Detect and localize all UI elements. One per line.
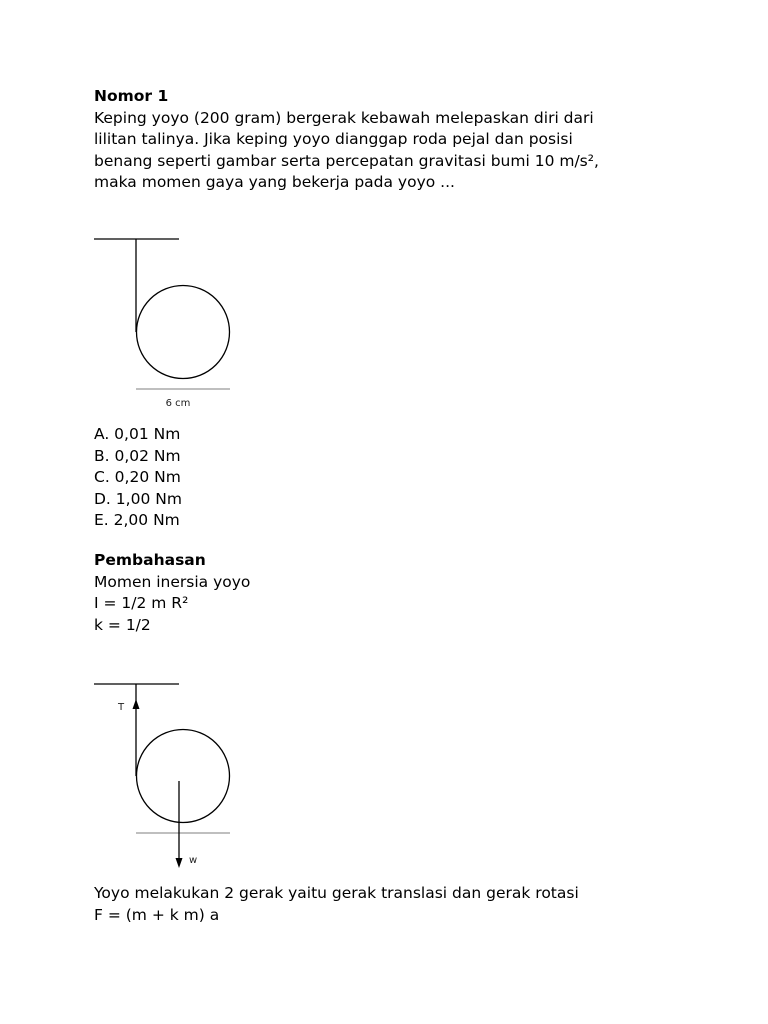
yoyo-figure (0, 230, 300, 415)
option-item: D. 1,00 Nm (94, 489, 182, 508)
discussion-heading: Pembahasan (94, 551, 206, 569)
yoyo-circle (137, 286, 230, 379)
force-diagram (0, 675, 300, 875)
option-item: B. 0,02 Nm (94, 446, 181, 465)
question-line: lilitan talinya. Jika keping yoyo dianggap roda pejal dan posisi (94, 130, 573, 148)
discussion-line: I = 1/2 m R² (94, 594, 189, 612)
tension-label: T (118, 702, 125, 713)
discussion-line: k = 1/2 (94, 615, 151, 634)
question-line: Keping yoyo (200 gram) bergerak kebawah melepaskan diri dari (94, 108, 594, 127)
option-item: A. 0,01 Nm (94, 425, 181, 443)
conclusion-line: Yoyo melakukan 2 gerak yaitu gerak translasi dan gerak rotasi (94, 884, 579, 902)
discussion-block (94, 550, 250, 636)
dimension-label: 6 cm (165, 398, 191, 409)
weight-label: w (189, 855, 198, 866)
question-line: maka momen gaya yang bekerja pada yoyo ... (94, 173, 455, 191)
question-heading: Nomor 1 (94, 87, 169, 105)
option-item: C. 0,20 Nm (94, 468, 181, 486)
tension-arrow-head (133, 699, 140, 709)
yoyo-circle (137, 730, 230, 823)
options-list (94, 424, 182, 532)
discussion-line: Momen inersia yoyo (94, 572, 251, 591)
weight-arrow-head (176, 858, 183, 868)
question-line: benang seperti gambar serta percepatan gravitasi bumi 10 m/s², (94, 151, 599, 170)
conclusion-line: F = (m + k m) a (94, 905, 220, 924)
conclusion-block (94, 883, 579, 926)
question-block (94, 86, 599, 194)
option-item: E. 2,00 Nm (94, 511, 180, 529)
